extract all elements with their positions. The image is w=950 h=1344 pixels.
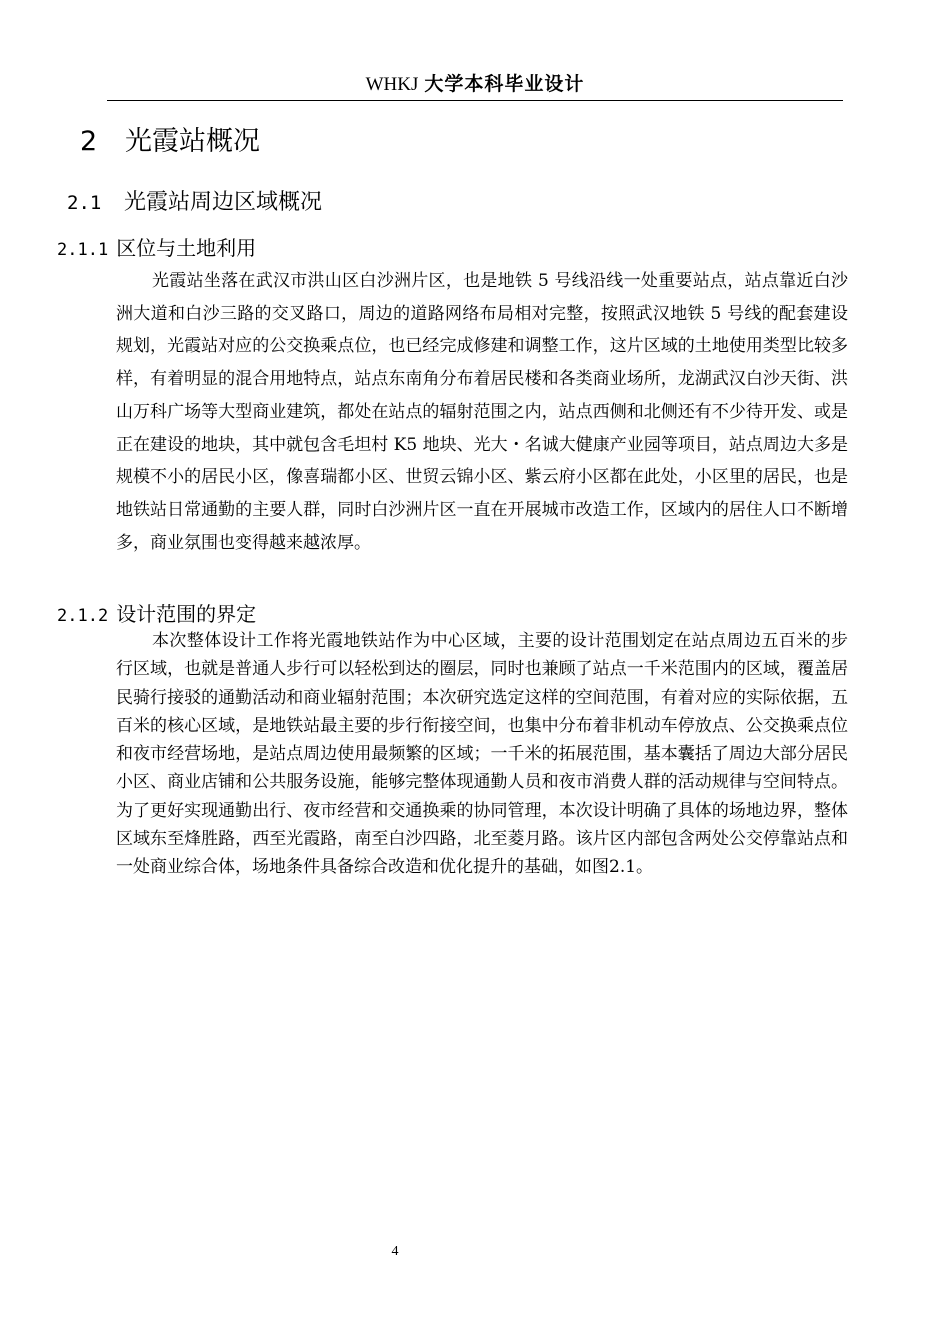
body-paragraph-1: 光霞站坐落在武汉市洪山区白沙洲片区，也是地铁 5 号线沿线一处重要站点，站点靠近白沙洲大道和白沙三路的交叉路口，周边的道路网络布局相对完整，按照武汉地铁 5 号线的配套建设规划，光霞站对应的公交换乘点位，也已经完成修建和调整工作，这片区域的土地使用类型比较多样，有着明显的混合用地特点，站点东南角分布着居民楼和各类商业场所，龙湖武汉白沙天街、洪山万科广场等大型商业建筑，都处在站点的辐射范围之内，站点西侧和北侧还有不少待开发、或是正在建设的地块，其中就包含毛坦村 K5 地块、光大・名诚大健康产业园等项目，站点周边大多是规模不小的居民小区，像喜瑞都小区、世贸云锦小区、紫云府小区都在此处，小区里的居民，也是地铁站日常通勤的主要人群，同时白沙洲片区一直在开展城市改造工作，区域内的居住人口不断增多，商业氛围也变得越来越浓厚。 <box>116 271 848 553</box>
body-paragraph-2: 本次整体设计工作将光霞地铁站作为中心区域，主要的设计范围划定在站点周边五百米的步行区域，也就是普通人步行可以轻松到达的圈层，同时也兼顾了站点一千米范围内的区域，覆盖居民骑行接驳的通勤活动和商业辐射范围；本次研究选定这样的空间范围，有着对应的实际依据，五百米的核心区域，是地铁站最主要的步行衔接空间，也集中分布着非机动车停放点、公交换乘点位和夜市经营场地，是站点周边使用最频繁的区域；一千米的拓展范围，基本囊括了周边大部分居民小区、商业店铺和公共服务设施，能够完整体现通勤人员和夜市消费人群的活动规律与空间特点。为了更好实现通勤出行、夜市经营和交通换乘的协同管理，本次设计明确了具体的场地边界，整体区域东至烽胜路，西至光霞路，南至白沙四路，北至菱月路。该片区内部包含两处公交停靠站点和一处商业综合体，场地条件具备综合改造和优化提升的基础，如图2.1。 <box>116 631 848 878</box>
chapter-number: 2 <box>80 126 98 157</box>
subsection-title: 设计范围的界定 <box>116 602 257 626</box>
subsection-number: 2.1.2 <box>57 606 109 626</box>
page-header <box>107 70 843 101</box>
subsection-number: 2.1.1 <box>57 240 109 260</box>
subsection-heading-2 <box>57 600 256 630</box>
chapter-title: 光霞站概况 <box>125 126 260 157</box>
subsection-heading-1 <box>57 234 256 264</box>
section-title: 光霞站周边区域概况 <box>124 190 323 215</box>
subsection-title: 区位与土地利用 <box>116 236 257 260</box>
section-heading <box>67 188 322 218</box>
page-number: 4 <box>391 1244 399 1259</box>
section-number: 2.1 <box>67 192 102 214</box>
header-latin: WHKJ <box>365 74 419 95</box>
chapter-heading <box>80 124 260 160</box>
header-title: 大学本科毕业设计 <box>424 73 585 95</box>
